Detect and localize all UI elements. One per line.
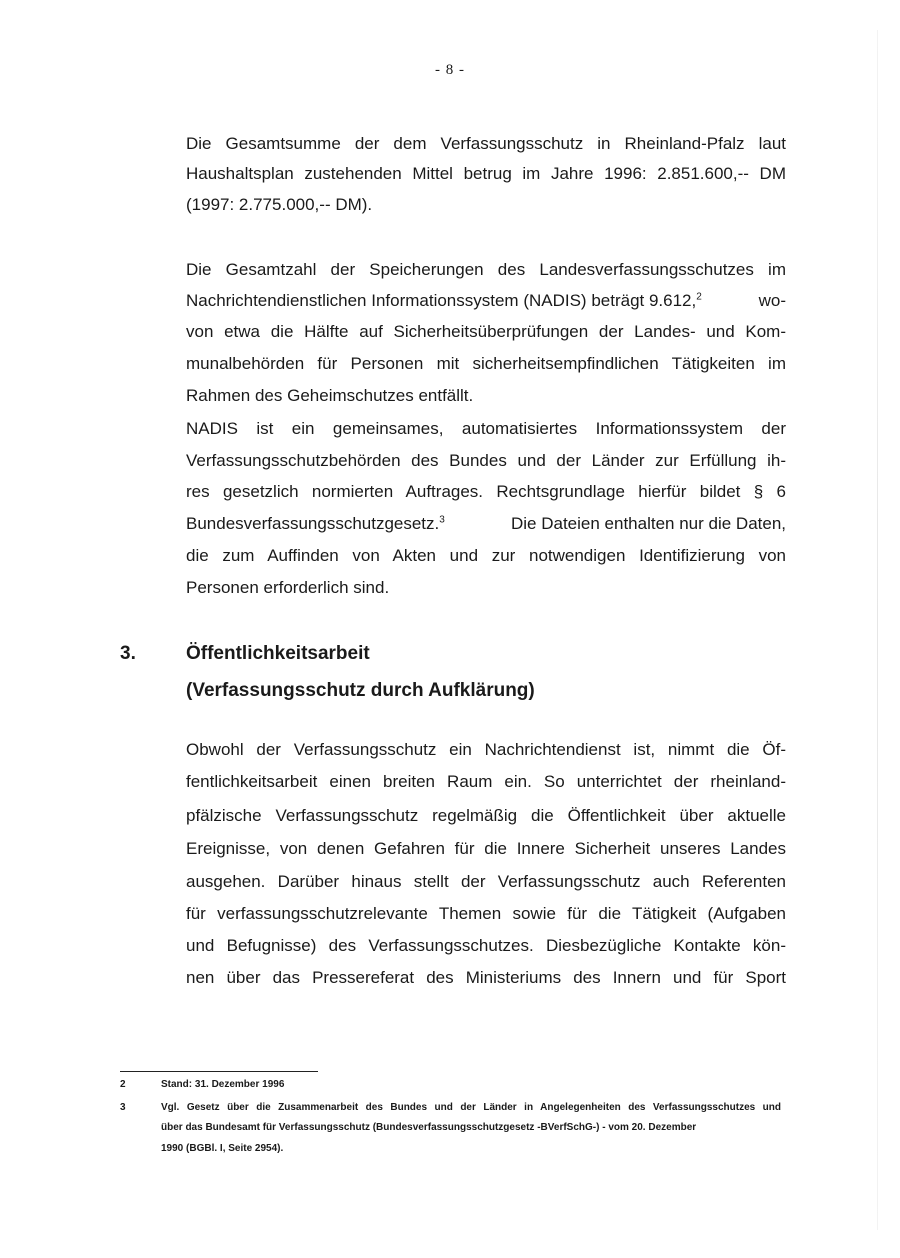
p3-line-2: Verfassungsschutzbehörden des Bundes und der Länder zur Erfüllung ih- (186, 451, 786, 470)
p1-line-2: Haushaltsplan zustehenden Mittel betrug im Jahre 1996: 2.851.600,-- DM (186, 164, 786, 183)
section-title: Öffentlichkeitsarbeit (186, 643, 370, 664)
footnote-2-number: 2 (120, 1079, 126, 1090)
section-number: 3. (120, 643, 136, 664)
footnote-separator (120, 1071, 318, 1072)
p3-line-4-text: Bundesverfassungsschutzgesetz. (186, 514, 440, 533)
p4-line-7: und Befugnisse) des Verfassungsschutzes. Diesbezügliche Kontakte kön- (186, 936, 786, 955)
p2-line-2-text: Nachrichtendienstlichen Informationssystem (NADIS) beträgt 9.612, (186, 291, 697, 310)
scan-edge-shadow (877, 30, 878, 1230)
page-number: - 8 - (435, 62, 465, 78)
p4-line-8: nen über das Pressereferat des Ministeriums des Innern und für Sport (186, 968, 786, 987)
p4-line-3: pfälzische Verfassungsschutz regelmäßig die Öffentlichkeit über aktuelle (186, 806, 786, 825)
p2-line-2 (186, 291, 786, 311)
p3-line-3: res gesetzlich normierten Auftrages. Rechtsgrundlage hierfür bildet § 6 (186, 482, 786, 501)
p3-line-5: die zum Auffinden von Akten und zur notwendigen Identifizierung von (186, 546, 786, 565)
p4-line-2: fentlichkeitsarbeit einen breiten Raum ein. So unterrichtet der rheinland- (186, 772, 786, 791)
p2-line-3: von etwa die Hälfte auf Sicherheitsüberprüfungen der Landes- und Kom- (186, 322, 786, 341)
p4-line-1: Obwohl der Verfassungsschutz ein Nachrichtendienst ist, nimmt die Öf- (186, 740, 786, 759)
p1-line-3: (1997: 2.775.000,-- DM). (186, 195, 373, 214)
p2-line-2-tail: wo- (758, 291, 786, 310)
p2-line-5: Rahmen des Geheimschutzes entfällt. (186, 386, 474, 405)
p1-line-1: Die Gesamtsumme der dem Verfassungsschutz in Rheinland-Pfalz laut (186, 134, 786, 153)
p3-line-6: Personen erforderlich sind. (186, 578, 390, 597)
p2-line-4: munalbehörden für Personen mit sicherheitsempfindlichen Tätigkeiten im (186, 354, 786, 373)
p4-line-5: ausgehen. Darüber hinaus stellt der Verfassungsschutz auch Referenten (186, 872, 786, 891)
footnote-3-number: 3 (120, 1102, 126, 1113)
p3-line-4 (186, 514, 786, 534)
p3-line-4-tail: Die Dateien enthalten nur die Daten, (510, 514, 786, 533)
footnote-ref-3[interactable]: 3 (439, 514, 445, 526)
footnote-3-line-1: Vgl. Gesetz über die Zusammenarbeit des Bundes und der Länder in Angelegenheiten des Verfassungsschutzes und (161, 1102, 781, 1113)
section-subtitle: (Verfassungsschutz durch Aufklärung) (186, 680, 535, 701)
footnote-ref-2[interactable]: 2 (696, 291, 702, 303)
footnote-2-text: Stand: 31. Dezember 1996 (161, 1079, 285, 1090)
footnote-3-line-3: 1990 (BGBl. I, Seite 2954). (161, 1143, 284, 1154)
p3-line-1: NADIS ist ein gemeinsames, automatisiertes Informationssystem der (186, 419, 786, 438)
p4-line-6: für verfassungsschutzrelevante Themen sowie für die Tätigkeit (Aufgaben (186, 904, 786, 923)
footnote-3-line-2: über das Bundesamt für Verfassungsschutz (Bundesverfassungsschutzgesetz -BVerfSchG-) - vom 20. Dezember (161, 1122, 697, 1133)
p2-line-1: Die Gesamtzahl der Speicherungen des Landesverfassungsschutzes im (186, 260, 786, 279)
p4-line-4: Ereignisse, von denen Gefahren für die Innere Sicherheit unseres Landes (186, 839, 786, 858)
